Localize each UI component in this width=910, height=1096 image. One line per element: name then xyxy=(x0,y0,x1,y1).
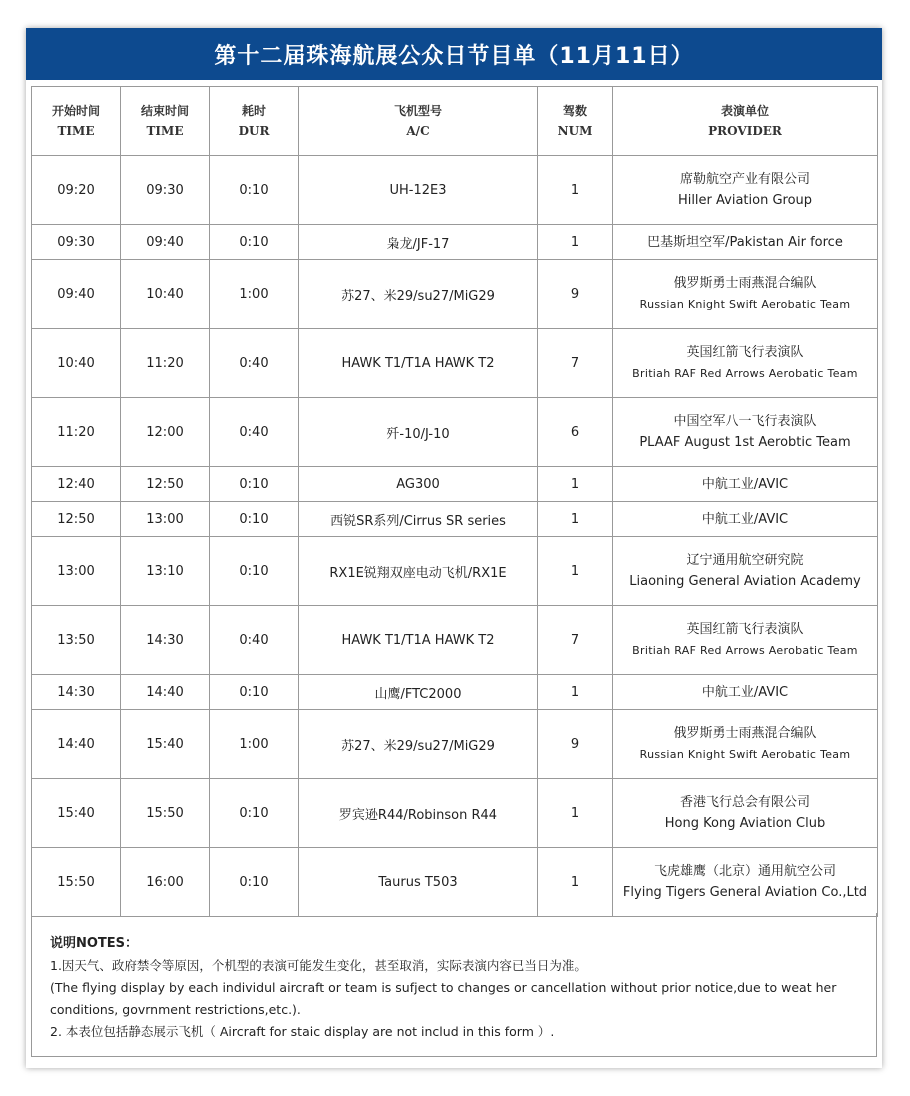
duration-cell: 0:10 xyxy=(210,779,299,848)
count-cell: 7 xyxy=(538,329,613,398)
table-row xyxy=(32,502,878,537)
aircraft-cell: HAWK T1/T1A HAWK T2 xyxy=(299,606,538,675)
header-dur: 耗时 DUR xyxy=(210,87,299,156)
provider-cn: 飞虎雄鹰（北京）通用航空公司 xyxy=(653,864,836,879)
end-cell: 13:10 xyxy=(121,537,210,606)
provider-en: Russian Knight Swift Aerobatic Team xyxy=(639,748,851,761)
duration-cell: 0:10 xyxy=(210,502,299,537)
table-row xyxy=(32,156,878,225)
table-row xyxy=(32,398,878,467)
start-cell: 09:40 xyxy=(32,260,121,329)
end-cell: 09:40 xyxy=(121,225,210,260)
provider-en: PLAAF August 1st Aerobtic Team xyxy=(639,435,851,450)
count-cell: 9 xyxy=(538,710,613,779)
provider-cell xyxy=(613,848,878,917)
aircraft-cell: UH-12E3 xyxy=(299,156,538,225)
start-cell: 10:40 xyxy=(32,329,121,398)
provider-en: Britiah RAF Red Arrows Aerobatic Team xyxy=(632,367,858,380)
table-row xyxy=(32,260,878,329)
header-provider: 表演单位 PROVIDER xyxy=(613,87,878,156)
table-row xyxy=(32,467,878,502)
duration-cell: 0:10 xyxy=(210,675,299,710)
provider-cn: 俄罗斯勇士雨燕混合编队 xyxy=(673,276,817,291)
end-cell: 16:00 xyxy=(121,848,210,917)
table-row xyxy=(32,675,878,710)
count-cell: 1 xyxy=(538,467,613,502)
provider-cn: 香港飞行总会有限公司 xyxy=(679,795,810,810)
provider-cell xyxy=(613,537,878,606)
start-cell: 14:30 xyxy=(32,675,121,710)
provider-cn: 英国红箭飞行表演队 xyxy=(686,345,804,360)
count-cell: 7 xyxy=(538,606,613,675)
provider-cn: 辽宁通用航空研究院 xyxy=(686,553,804,568)
header-end: 结束时间 TIME xyxy=(121,87,210,156)
table-row xyxy=(32,710,878,779)
start-cell: 15:50 xyxy=(32,848,121,917)
provider-cn: 俄罗斯勇士雨燕混合编队 xyxy=(673,726,817,741)
aircraft-cell: 西锐SR系列/Cirrus SR series xyxy=(299,502,538,537)
provider-cn: 中航工业/AVIC xyxy=(701,684,789,700)
header-row xyxy=(32,87,878,156)
start-cell: 15:40 xyxy=(32,779,121,848)
provider-cn: 席勒航空产业有限公司 xyxy=(679,172,810,187)
provider-cell xyxy=(613,675,878,710)
aircraft-cell: AG300 xyxy=(299,467,538,502)
provider-en: Flying Tigers General Aviation Co.,Ltd xyxy=(622,885,868,900)
end-cell: 15:50 xyxy=(121,779,210,848)
provider-cn: 中航工业/AVIC xyxy=(701,511,789,527)
duration-cell: 1:00 xyxy=(210,710,299,779)
count-cell: 1 xyxy=(538,779,613,848)
start-cell: 13:00 xyxy=(32,537,121,606)
aircraft-cell: 罗宾逊R44/Robinson R44 xyxy=(299,779,538,848)
notes-line-2: (The flying display by each individul aircraft or team is sufject to changes or cancellation without prior notice,due to weat her conditions, govrnment restrictions,etc.). xyxy=(50,980,837,1017)
aircraft-cell: 歼-10/J-10 xyxy=(299,398,538,467)
duration-cell: 0:10 xyxy=(210,225,299,260)
provider-en: Hiller Aviation Group xyxy=(677,193,813,208)
provider-cell xyxy=(613,329,878,398)
duration-cell: 0:10 xyxy=(210,156,299,225)
count-cell: 6 xyxy=(538,398,613,467)
aircraft-cell: 枭龙/JF-17 xyxy=(299,225,538,260)
count-cell: 1 xyxy=(538,675,613,710)
schedule-sheet xyxy=(26,28,882,1068)
header-num: 驾数 NUM xyxy=(538,87,613,156)
start-cell: 09:20 xyxy=(32,156,121,225)
provider-cell xyxy=(613,156,878,225)
provider-cell xyxy=(613,398,878,467)
start-cell: 09:30 xyxy=(32,225,121,260)
aircraft-cell: 苏27、米29/su27/MiG29 xyxy=(299,710,538,779)
aircraft-cell: 苏27、米29/su27/MiG29 xyxy=(299,260,538,329)
notes-line-1: 1.因天气、政府禁令等原因，个机型的表演可能发生变化，甚至取消，实际表演内容已当日为准。 xyxy=(50,958,587,973)
provider-cn: 中国空军八一飞行表演队 xyxy=(673,414,817,429)
aircraft-cell: Taurus T503 xyxy=(299,848,538,917)
duration-cell: 1:00 xyxy=(210,260,299,329)
provider-en: Russian Knight Swift Aerobatic Team xyxy=(639,298,851,311)
notes-line-3: 2. 本表位包括静态展示飞机（ Aircraft for staic display are not includ in this form ）. xyxy=(50,1024,555,1039)
end-cell: 10:40 xyxy=(121,260,210,329)
start-cell: 12:50 xyxy=(32,502,121,537)
provider-en: Liaoning General Aviation Academy xyxy=(629,574,861,589)
provider-cell xyxy=(613,260,878,329)
provider-cn: 中航工业/AVIC xyxy=(701,476,789,492)
table-row xyxy=(32,848,878,917)
header-ac: 飞机型号 A/C xyxy=(299,87,538,156)
schedule-table xyxy=(31,86,878,917)
provider-cell xyxy=(613,779,878,848)
provider-en: Britiah RAF Red Arrows Aerobatic Team xyxy=(632,644,858,657)
notes-heading: 说明NOTES： xyxy=(50,936,139,951)
table-row xyxy=(32,329,878,398)
notes-section xyxy=(31,913,877,1057)
header-start: 开始时间 TIME xyxy=(32,87,121,156)
duration-cell: 0:10 xyxy=(210,467,299,502)
end-cell: 13:00 xyxy=(121,502,210,537)
provider-cn: 巴基斯坦空军/Pakistan Air force xyxy=(647,234,843,250)
start-cell: 11:20 xyxy=(32,398,121,467)
start-cell: 14:40 xyxy=(32,710,121,779)
provider-cell xyxy=(613,467,878,502)
provider-cell xyxy=(613,502,878,537)
duration-cell: 0:10 xyxy=(210,537,299,606)
count-cell: 1 xyxy=(538,537,613,606)
provider-cn: 英国红箭飞行表演队 xyxy=(686,622,804,637)
end-cell: 12:00 xyxy=(121,398,210,467)
count-cell: 1 xyxy=(538,848,613,917)
table-row xyxy=(32,225,878,260)
table-row xyxy=(32,537,878,606)
count-cell: 9 xyxy=(538,260,613,329)
duration-cell: 0:40 xyxy=(210,398,299,467)
end-cell: 09:30 xyxy=(121,156,210,225)
start-cell: 13:50 xyxy=(32,606,121,675)
table-row xyxy=(32,606,878,675)
provider-en: Hong Kong Aviation Club xyxy=(664,816,826,831)
start-cell: 12:40 xyxy=(32,467,121,502)
provider-cell xyxy=(613,225,878,260)
provider-cell xyxy=(613,710,878,779)
table-row xyxy=(32,779,878,848)
count-cell: 1 xyxy=(538,156,613,225)
end-cell: 14:30 xyxy=(121,606,210,675)
end-cell: 15:40 xyxy=(121,710,210,779)
duration-cell: 0:40 xyxy=(210,606,299,675)
page-title: 第十二届珠海航展公众日节目单（11月11日） xyxy=(26,28,882,80)
aircraft-cell: RX1E锐翔双座电动飞机/RX1E xyxy=(299,537,538,606)
aircraft-cell: HAWK T1/T1A HAWK T2 xyxy=(299,329,538,398)
duration-cell: 0:40 xyxy=(210,329,299,398)
aircraft-cell: 山鹰/FTC2000 xyxy=(299,675,538,710)
end-cell: 12:50 xyxy=(121,467,210,502)
end-cell: 14:40 xyxy=(121,675,210,710)
provider-cell xyxy=(613,606,878,675)
count-cell: 1 xyxy=(538,225,613,260)
end-cell: 11:20 xyxy=(121,329,210,398)
count-cell: 1 xyxy=(538,502,613,537)
duration-cell: 0:10 xyxy=(210,848,299,917)
